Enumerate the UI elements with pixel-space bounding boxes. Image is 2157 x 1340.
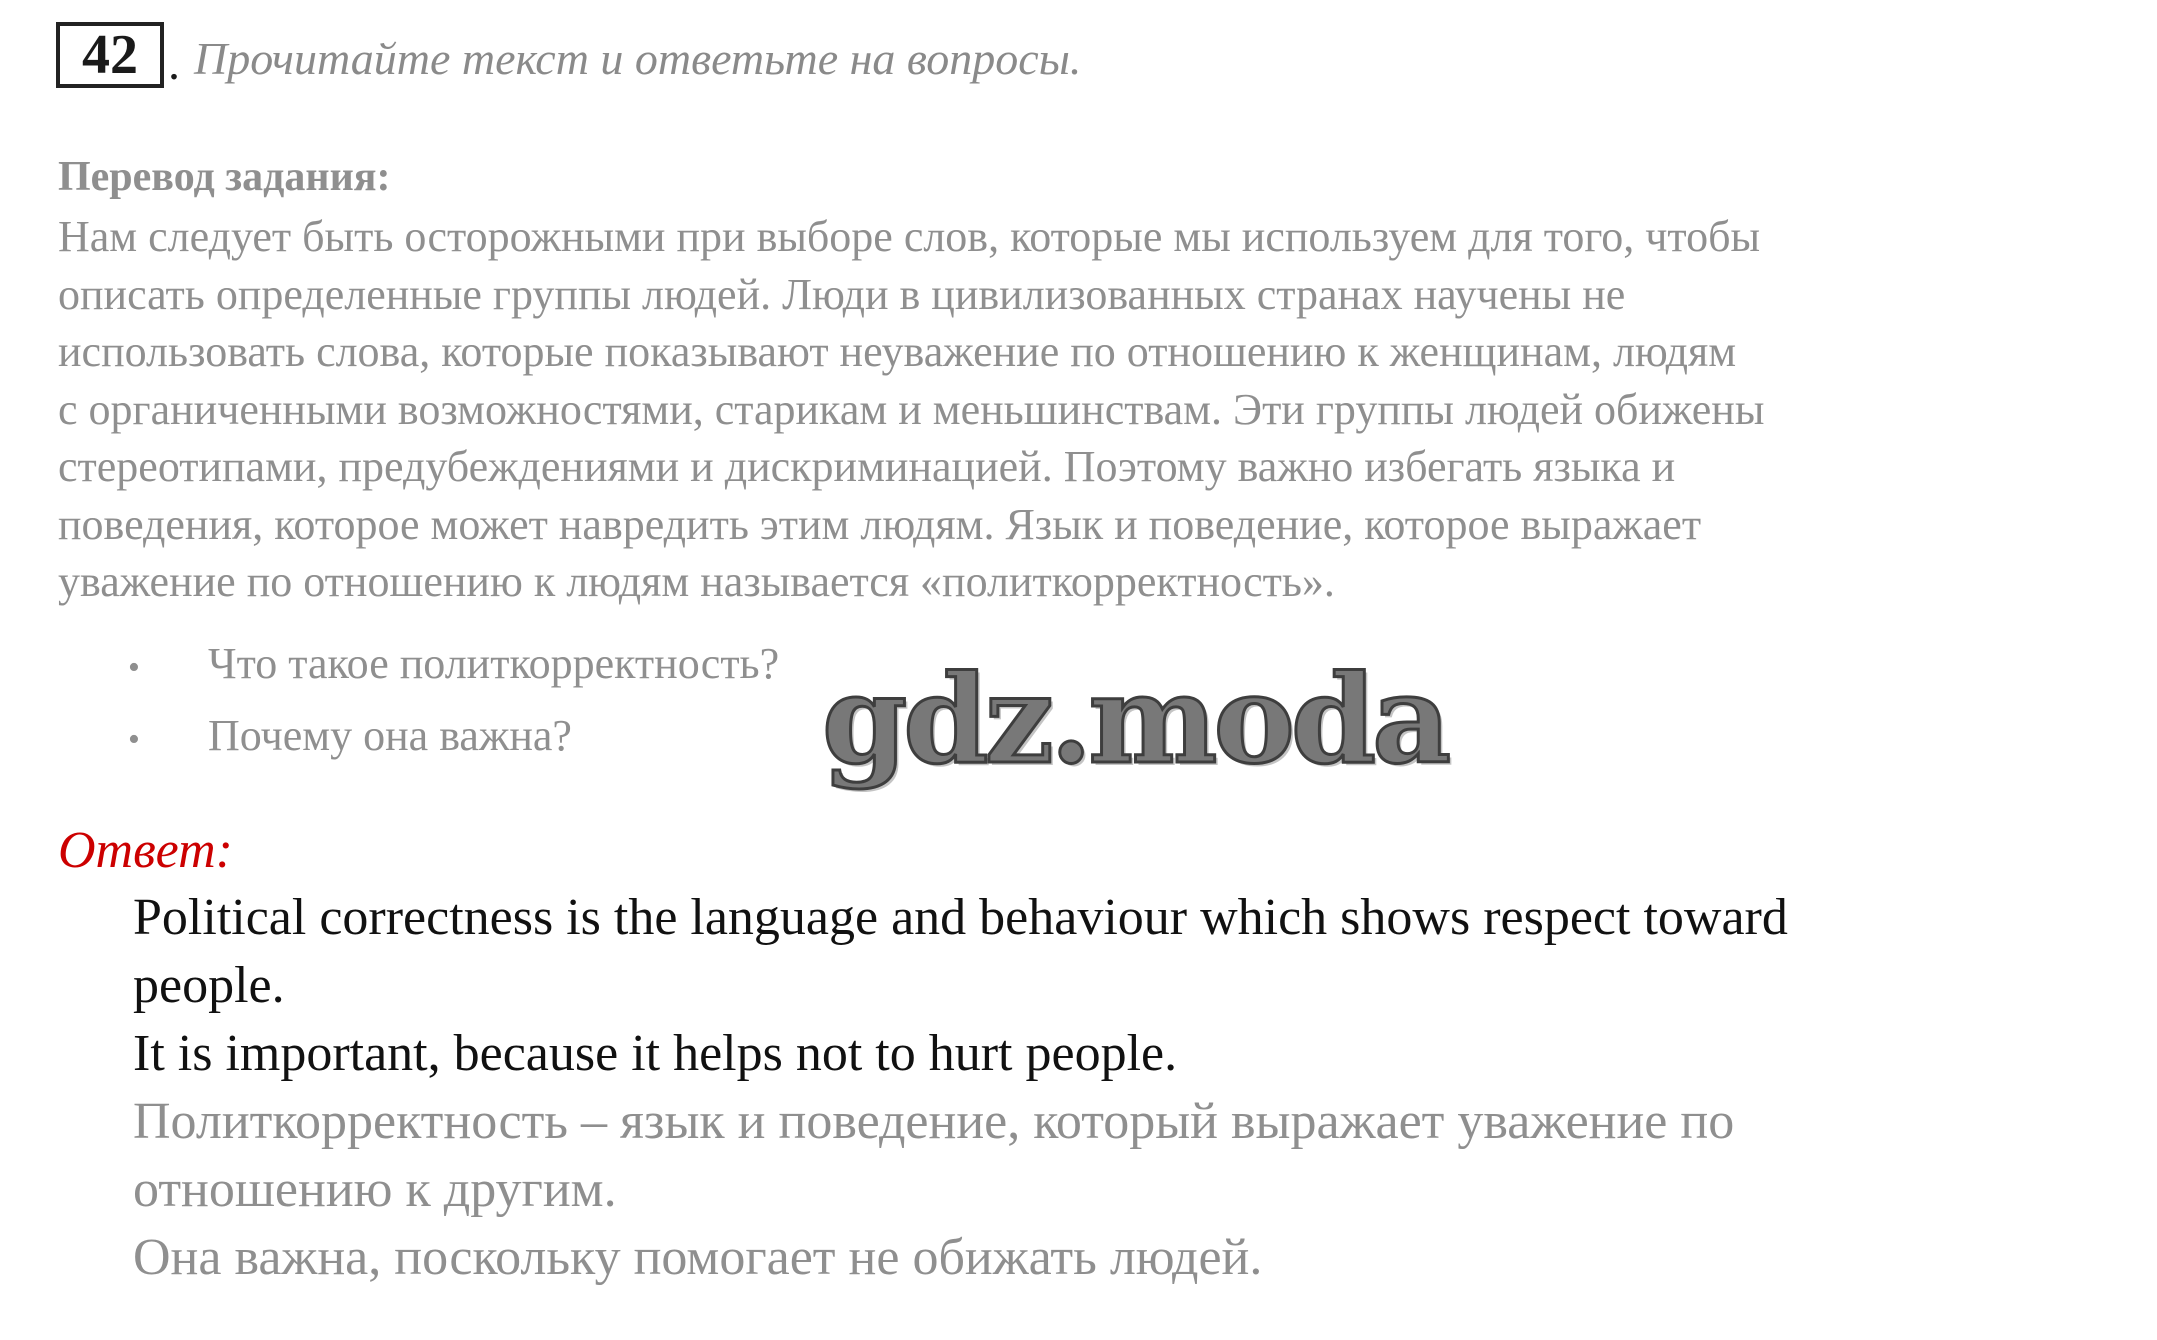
translation-line: стереотипами, предубеждениями и дискриминацией. Поэтому важно избегать языка и [58,442,1676,491]
question-item [128,630,779,702]
question-item [128,702,779,774]
task-instruction: Прочитайте текст и ответьте на вопросы. [194,32,1082,84]
translation-line: с органиченными возможностями, старикам и меньшинствам. Эти группы людей обижены [58,384,1765,434]
watermark-logo: gdz.moda [822,647,1448,791]
task-number-dot: . [168,37,180,90]
answer-english-line: It is important, because it helps not to hurt people. [133,1025,1178,1082]
answer-russian-line: отношению к другим. [133,1161,617,1218]
bullet-icon: • [128,649,140,686]
answer-russian-line: Она важна, поскольку помогает не обижать людей. [133,1229,1263,1286]
answer-block [133,884,2093,1292]
bullet-icon: • [128,721,140,758]
translation-line: описать определенные группы людей. Люди в цивилизованных странах научены не [58,269,1626,319]
task-number: 42 [56,22,164,88]
question-list [128,630,779,774]
translation-text [58,208,2058,611]
answer-english-line: Political correctness is the language and behaviour which shows respect toward [133,889,1788,946]
translation-heading: Перевод задания: [58,154,391,200]
translation-line: Нам следует быть осторожными при выборе слов, которые мы используем для того, чтобы [58,212,1761,261]
translation-line: использовать слова, которые показывают неуважение по отношению к женщинам, людям [58,327,1737,376]
question-text: Что такое политкорректность? [208,639,780,688]
answer-russian-line: Политкорректность – язык и поведение, который выражает уважение по [133,1093,1735,1150]
translation-line: поведения, которое может навредить этим людям. Язык и поведение, которое выражает [58,499,1702,549]
task-header [56,22,1081,88]
answer-label: Ответ: [58,822,233,879]
answer-english-line: people. [133,957,285,1014]
question-text: Почему она важна? [208,711,572,760]
translation-line: уважение по отношению к людям называется «политкорректность». [58,557,1335,606]
